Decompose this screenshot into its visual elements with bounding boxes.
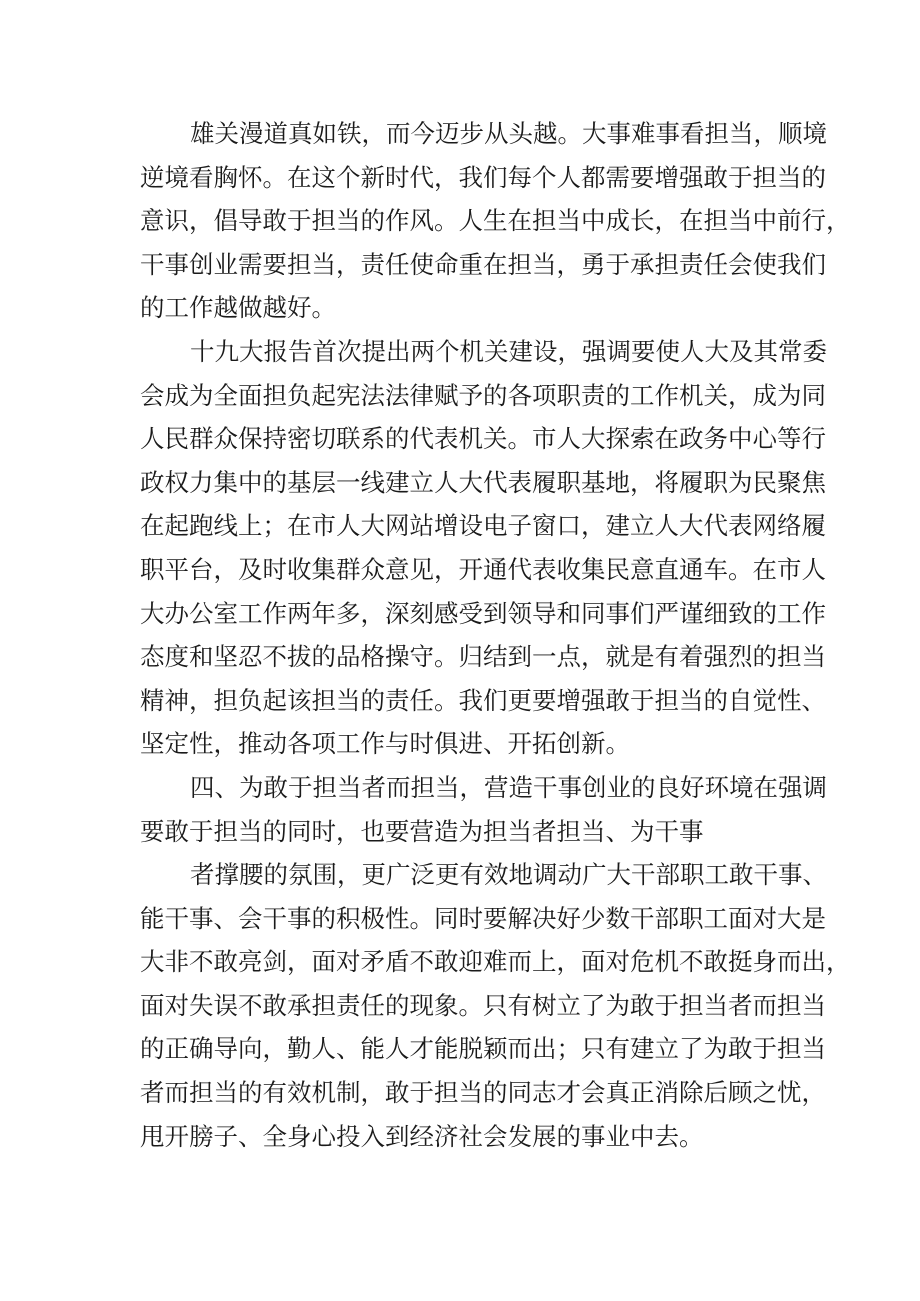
text-line: 政权力集中的基层一线建立人大代表履职基地，将履职为民聚焦: [140, 467, 826, 497]
text-line: 的正确导向，勤人、能人才能脱颖而出；只有建立了为敢于担当: [140, 1034, 826, 1064]
text-line: 者而担当的有效机制，敢于担当的同志才会真正消除后顾之忧，: [140, 1078, 826, 1108]
text-line: 态度和坚忍不拔的品格操守。归结到一点，就是有着强烈的担当: [140, 642, 826, 672]
paragraph-2: [140, 330, 827, 766]
text-line: 大非不敢亮剑，面对矛盾不敢迎难而上，面对危机不敢挺身而出，: [140, 947, 851, 977]
text-line: 者撑腰的氛围，更广泛更有效地调动广大干部职工敢干事、: [190, 860, 827, 890]
text-line: 逆境看胸怀。在这个新时代，我们每个人都需要增强敢于担当的: [140, 162, 826, 192]
text-line: 人民群众保持密切联系的代表机关。市人大探索在政务中心等行: [140, 424, 826, 454]
text-line: 意识，倡导敢于担当的作风。人生在担当中成长，在担当中前行，: [140, 206, 851, 236]
paragraph-4: [140, 853, 851, 1158]
text-line: 大办公室工作两年多，深刻感受到领导和同事们严谨细致的工作: [140, 598, 826, 628]
text-line: 坚定性，推动各项工作与时俱进、开拓创新。: [140, 729, 630, 759]
text-line: 在起跑线上；在市人大网站增设电子窗口，建立人大代表网络履: [140, 511, 826, 541]
text-line: 要敢于担当的同时，也要营造为担当者担当、为干事: [140, 816, 704, 846]
paragraph-1: [140, 112, 851, 330]
text-line: 甩开膀子、全身心投入到经济社会发展的事业中去。: [140, 1121, 704, 1151]
text-line: 四、为敢于担当者而担当，营造干事创业的良好环境在强调: [190, 772, 827, 802]
text-line: 精神，担负起该担当的责任。我们更要增强敢于担当的自觉性、: [140, 685, 826, 715]
text-line: 的工作越做越好。: [140, 293, 336, 323]
text-line: 能干事、会干事的积极性。同时要解决好少数干部职工面对大是: [140, 903, 826, 933]
text-line: 会成为全面担负起宪法法律赋予的各项职责的工作机关，成为同: [140, 380, 826, 410]
text-line: 干事创业需要担当，责任使命重在担当，勇于承担责任会使我们: [140, 249, 826, 279]
paragraph-3: [140, 766, 827, 853]
text-line: 面对失误不敢承担责任的现象。只有树立了为敢于担当者而担当: [140, 990, 826, 1020]
text-line: 雄关漫道真如铁，而今迈步从头越。大事难事看担当，顺境: [190, 119, 827, 148]
document-body: [140, 112, 851, 1158]
text-line: 职平台，及时收集群众意见，开通代表收集民意直通车。在市人: [140, 554, 826, 584]
text-line: 十九大报告首次提出两个机关建设，强调要使人大及其常委: [190, 336, 827, 366]
